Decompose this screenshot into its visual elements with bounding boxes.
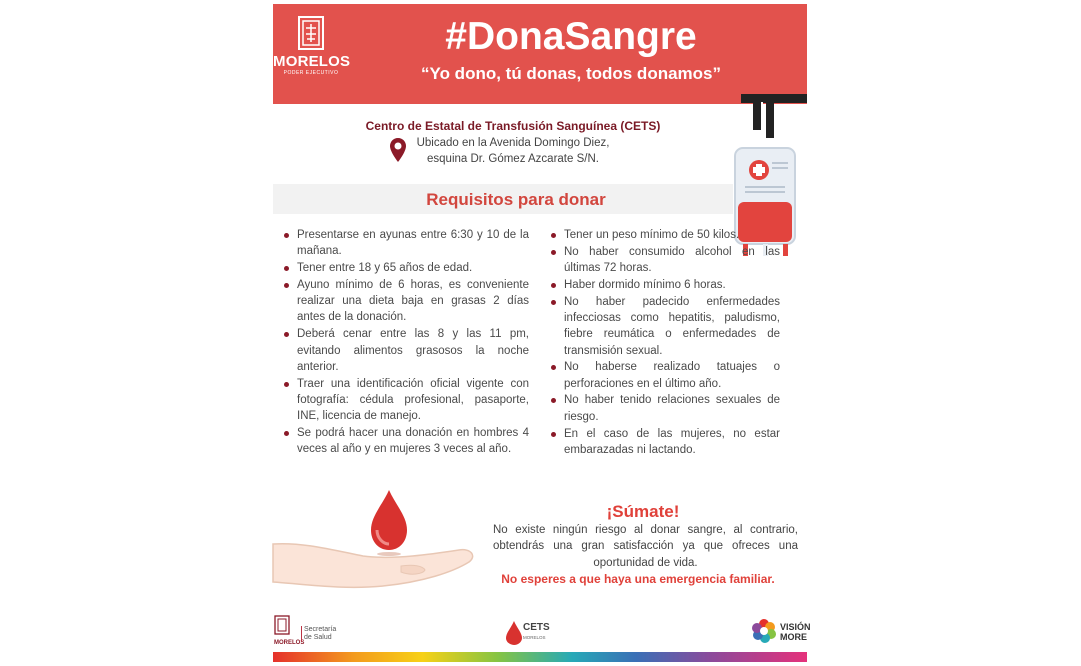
vision-line: VISIÓN xyxy=(780,622,811,632)
list-item: No haber tenido relaciones sexuales de riesgo. xyxy=(550,392,780,425)
bullet-icon xyxy=(551,233,556,238)
vision-line: MORE xyxy=(780,632,807,642)
center-name: Centro de Estatal de Transfusión Sanguínea (CETS) xyxy=(365,119,661,133)
list-item: Haber dormido mínimo 6 horas. xyxy=(550,277,780,293)
bullet-icon xyxy=(551,365,556,370)
footer-logos xyxy=(273,610,811,652)
rainbow-footer-bar xyxy=(273,652,807,662)
bullet-icon xyxy=(284,266,289,271)
bullet-icon xyxy=(284,233,289,238)
cets-name: CETS xyxy=(523,622,550,633)
logo-subtitle: PODER EJECUTIVO xyxy=(283,70,339,76)
bullet-icon xyxy=(284,431,289,436)
join-title: ¡Súmate! xyxy=(606,502,680,521)
hand-blood-drop-icon xyxy=(273,484,483,594)
bullet-icon xyxy=(551,432,556,437)
list-item: Se podrá hacer una donación en hombres 4 veces al año y en mujeres 3 veces al año. xyxy=(283,425,529,458)
list-item: No haber padecido enfermedades infecciosas como hepatitis, paludismo, fiebre reumática o enfermedades de transmisión sexual. xyxy=(550,294,780,359)
secretaria-salud-text xyxy=(301,626,336,642)
vision-morelos-text xyxy=(780,622,811,642)
cets-subtitle: MORELOS xyxy=(523,635,546,640)
cets-drop-icon xyxy=(505,620,523,646)
bullet-icon xyxy=(284,283,289,288)
list-item: Deberá cenar entre las 8 y las 11 pm, evitando alimentos grasosos la noche anterior. xyxy=(283,326,529,375)
list-item: No haber consumido alcohol en las últimas 72 horas. xyxy=(550,244,780,277)
donation-poster xyxy=(273,4,811,662)
list-item: En el caso de las mujeres, no estar embarazadas ni lactando. xyxy=(550,426,780,459)
bullet-icon xyxy=(551,300,556,305)
ss-line: Secretaría xyxy=(304,626,337,633)
call-to-action: No esperes a que haya una emergencia familiar. xyxy=(501,572,775,586)
hashtag-title: #DonaSangre xyxy=(445,15,697,58)
address-line: esquina Dr. Gómez Azcarate S/N. xyxy=(427,153,599,165)
logo-name: MORELOS xyxy=(273,53,351,70)
location-pin-icon xyxy=(389,137,407,163)
requirements-list-left xyxy=(283,227,529,458)
bullet-icon xyxy=(284,382,289,387)
list-item: Tener un peso mínimo de 50 kilos. xyxy=(550,227,780,243)
requirements-list-right xyxy=(550,227,780,459)
vision-morelos-flower-icon xyxy=(751,618,777,644)
list-item: Traer una identificación oficial vigente con fotografía: cédula profesional, pasaporte, INE, licencia de manejo. xyxy=(283,376,529,425)
secretaria-salud-logo-icon xyxy=(273,614,305,648)
address-line: Ubicado en la Avenida Domingo Diez, xyxy=(416,137,610,149)
slogan: “Yo dono, tú donas, todos donamos” xyxy=(421,64,721,83)
ss-brand-text: MORELOS xyxy=(274,640,305,646)
bullet-icon xyxy=(551,250,556,255)
list-item: Tener entre 18 y 65 años de edad. xyxy=(283,260,529,276)
join-text: No existe ningún riesgo al donar sangre, al contrario, obtendrás una gran satisfacción ya que ofreces una oportunidad de vida. xyxy=(493,524,798,569)
ss-line: de Salud xyxy=(304,634,332,641)
center-address xyxy=(413,135,613,167)
bullet-icon xyxy=(551,283,556,288)
list-item: Presentarse en ayunas entre 6:30 y 10 de la mañana. xyxy=(283,227,529,260)
list-item: No haberse realizado tatuajes o perforaciones en el último año. xyxy=(550,359,780,392)
morelos-emblem-icon xyxy=(296,14,326,52)
header-banner xyxy=(273,4,807,104)
requirements-title: Requisitos para donar xyxy=(426,190,606,209)
list-item: Ayuno mínimo de 6 horas, es conveniente realizar una dieta baja en grasas 2 días antes de la donación. xyxy=(283,277,529,326)
bullet-icon xyxy=(284,332,289,337)
bullet-icon xyxy=(551,398,556,403)
morelos-logo xyxy=(273,14,349,94)
